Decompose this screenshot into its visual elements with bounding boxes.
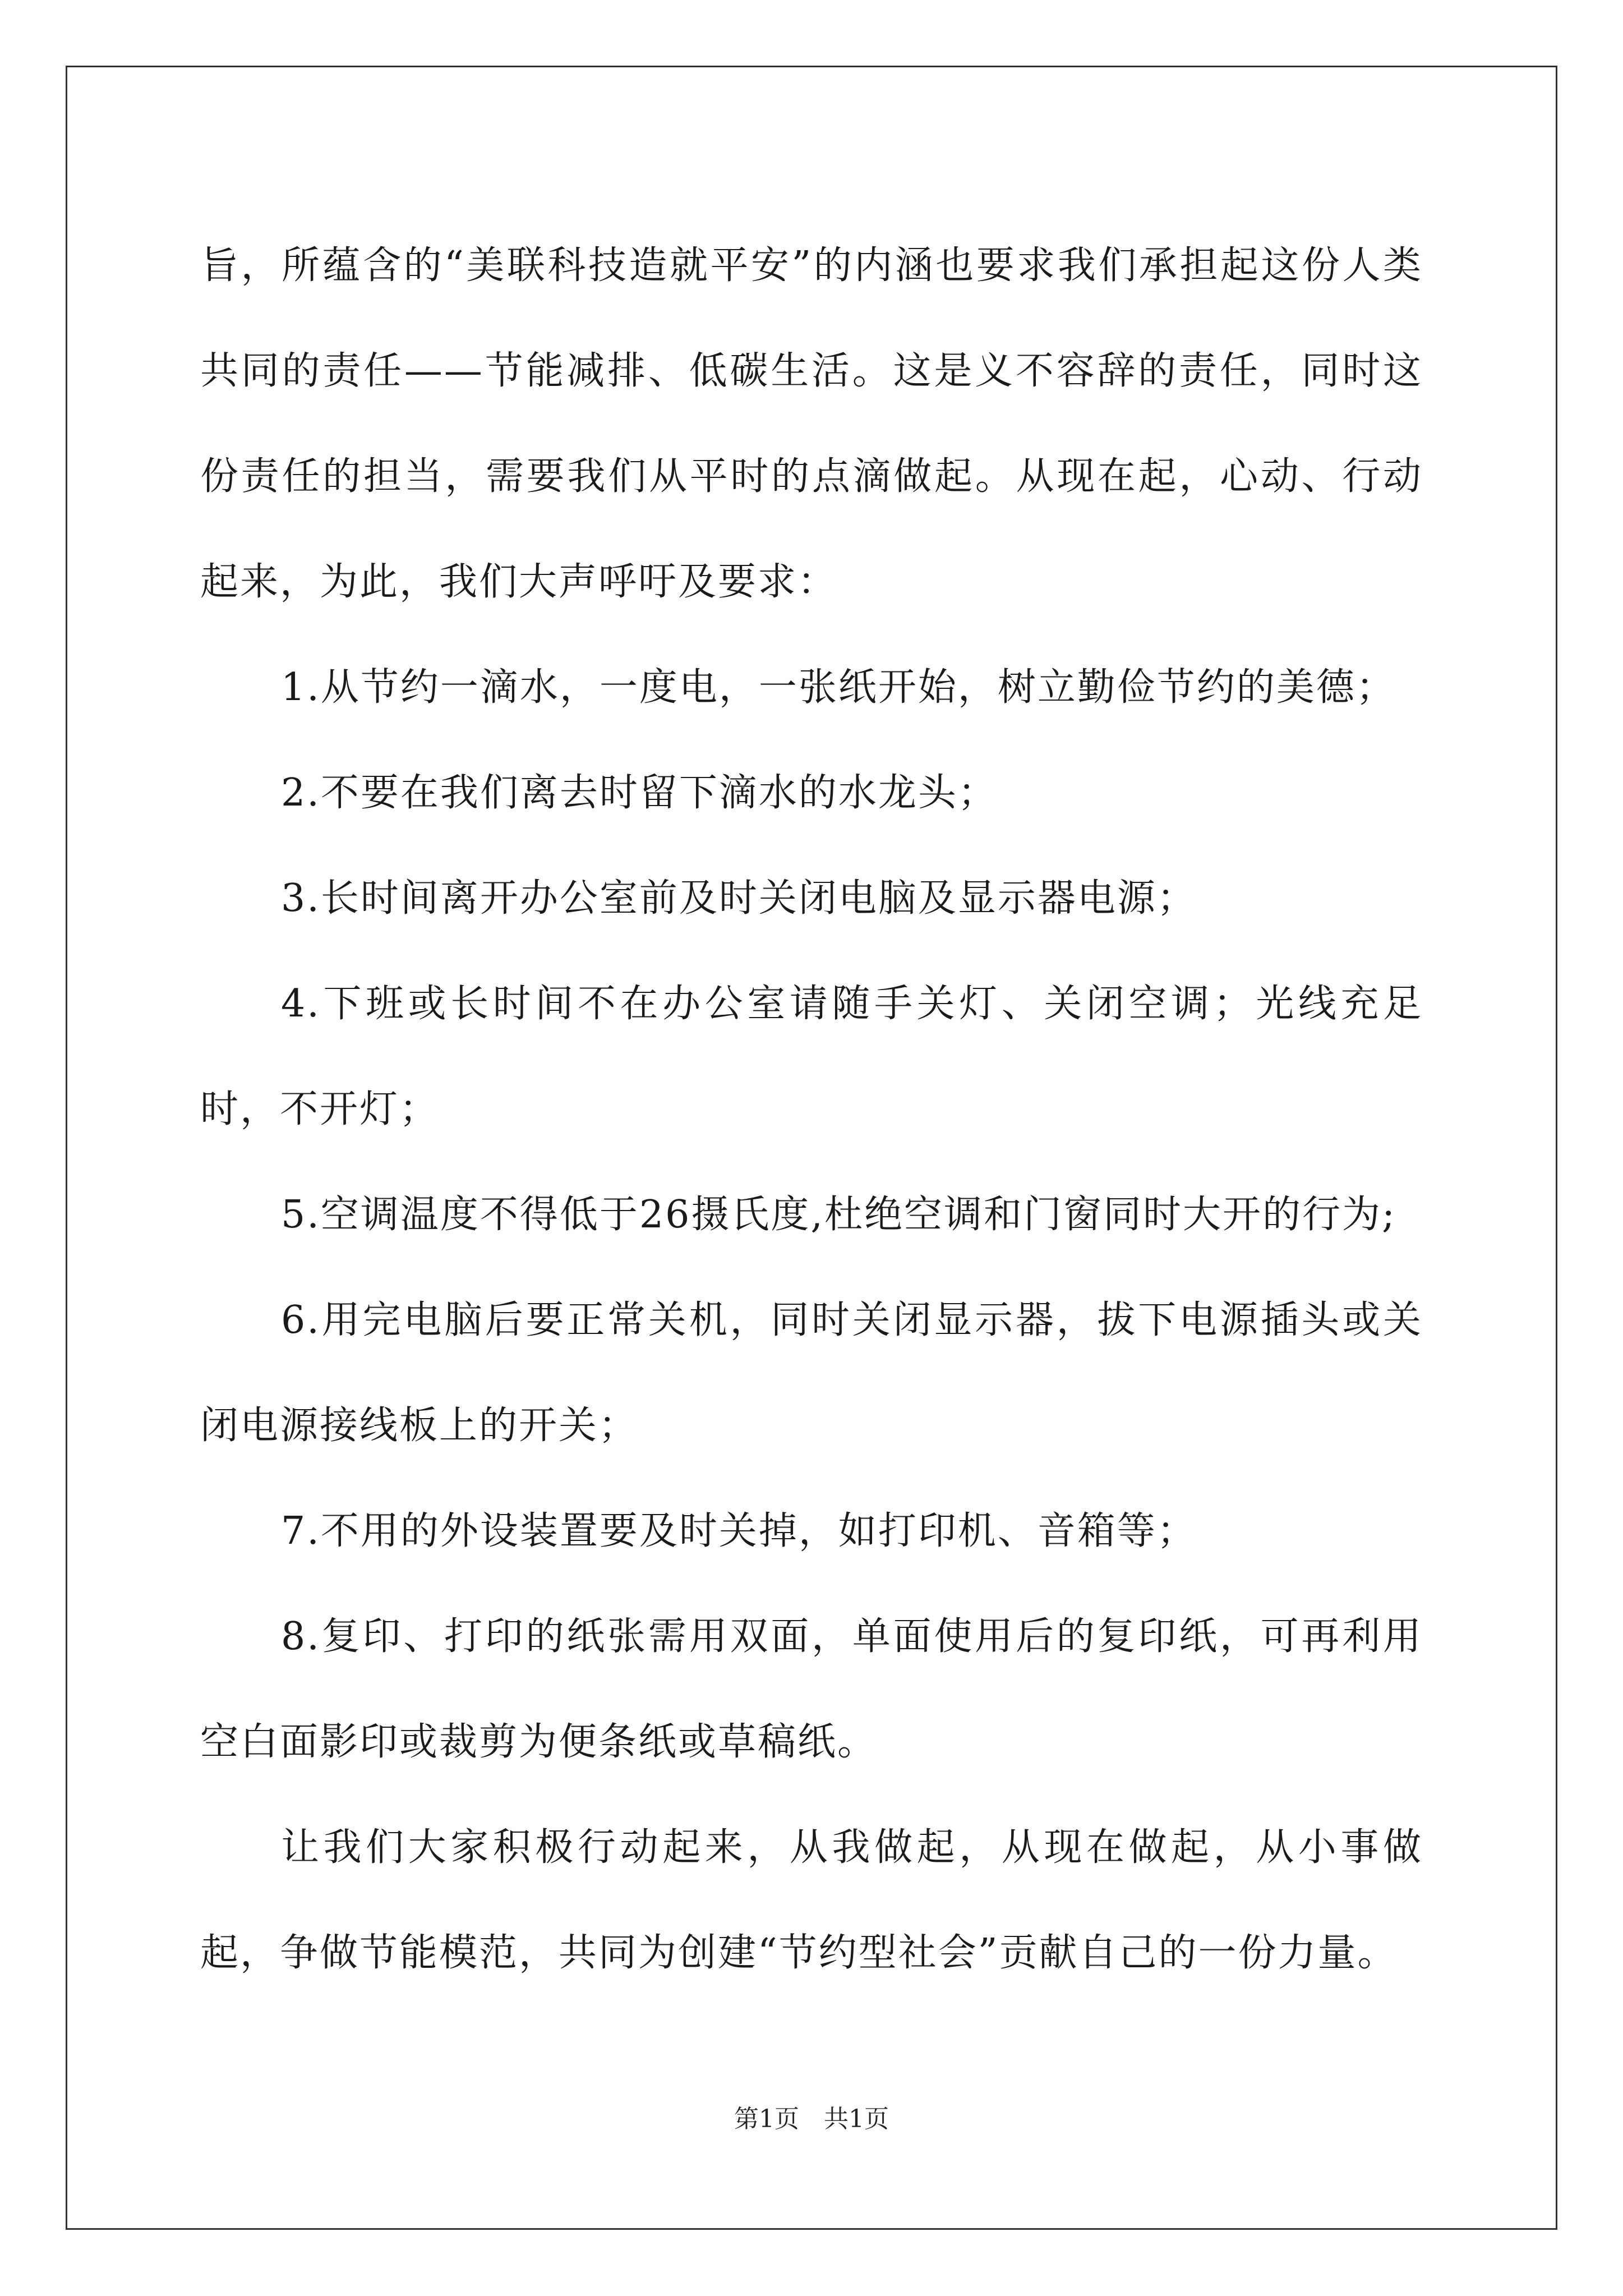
list-item-4: 4.下班或长时间不在办公室请随手关灯、关闭空调；光线充足时，不开灯； <box>200 982 1423 1131</box>
paragraph-intro: 旨，所蕴含的“美联科技造就平安”的内涵也要求我们承担起这份人类共同的责任——节能减排、低碳生活。这是义不容辞的责任，同时这份责任的担当，需要我们从平时的点滴做起。从现在起，心动、行动起来，为此，我们大声呼吁及要求： <box>200 243 1423 604</box>
list-item-7: 7.不用的外设装置要及时关掉，如打印机、音箱等； <box>281 1509 1197 1553</box>
list-item-1: 1.从节约一滴水，一度电，一张纸开始，树立勤俭节约的美德； <box>281 665 1396 710</box>
page-number: 第1页 共1页 <box>734 2105 889 2133</box>
list-item-8: 8.复印、打印的纸张需用双面，单面使用后的复印纸，可再利用空白面影印或裁剪为便条纸或草稿纸。 <box>200 1614 1423 1764</box>
document-body <box>200 213 1423 2006</box>
paragraph-closing: 让我们大家积极行动起来，从我做起，从现在做起，从小事做起，争做节能模范，共同为创建“节约型社会”贡献自己的一份力量。 <box>200 1825 1423 1975</box>
list-item-6: 6.用完电脑后要正常关机，同时关闭显示器，拔下电源插头或关闭电源接线板上的开关； <box>200 1298 1423 1448</box>
list-item-3: 3.长时间离开办公室前及时关闭电脑及显示器电源； <box>281 876 1197 921</box>
list-item-5: 5.空调温度不得低于26摄氏度,杜绝空调和门窗同时大开的行为; <box>281 1193 1396 1237</box>
list-item-2: 2.不要在我们离去时留下滴水的水龙头； <box>281 771 998 815</box>
